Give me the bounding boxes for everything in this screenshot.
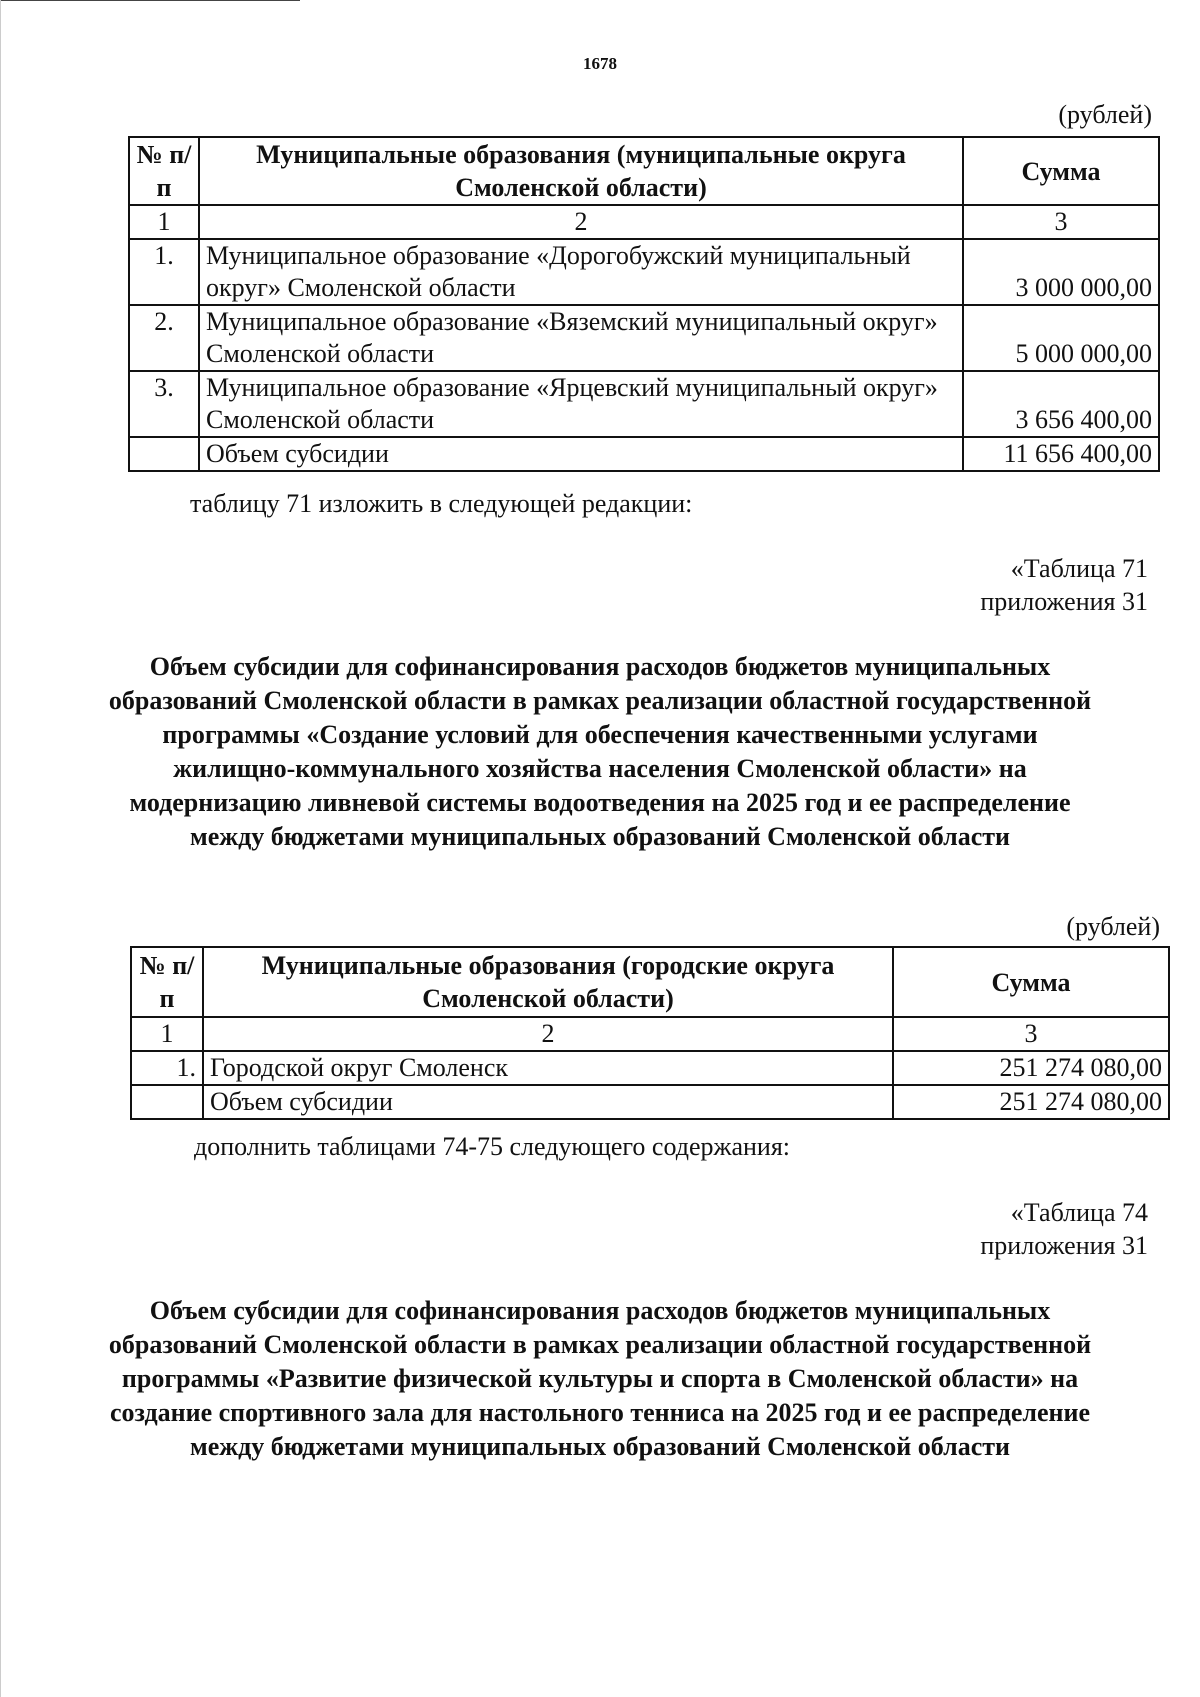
row-sum: 3 000 000,00 (963, 239, 1159, 305)
table74-heading: Объем субсидии для софинансирования расходов бюджетов муниципальных образований Смоленской области в рамках реализации областной государственной программы «Развитие физической культуры и спорта в Смоленской области» на создание спортивного зала для настольного тенниса на 2025 год и ее распределение между бюджетами муниципальных образований Смоленской области (108, 1296, 1092, 1461)
table2-header-sum: Сумма (893, 947, 1169, 1017)
row-name: Муниципальное образование «Ярцевский муниципальный округ» Смоленской области (199, 371, 963, 437)
table2-index-cell: 3 (893, 1017, 1169, 1051)
table1-index-cell: 3 (963, 205, 1159, 239)
row-sum: 5 000 000,00 (963, 305, 1159, 371)
total-sum: 11 656 400,00 (963, 437, 1159, 471)
total-label: Объем субсидии (203, 1085, 893, 1119)
table2-header-num: № п/п (131, 947, 203, 1017)
scan-top-edge-line (0, 0, 300, 1)
scan-left-edge (0, 0, 1, 1697)
row-sum: 3 656 400,00 (963, 371, 1159, 437)
table1-total-row (129, 437, 1159, 471)
row-name: Муниципальное образование «Дорогобужский муниципальный округ» Смоленской области (199, 239, 963, 305)
table2-index-row (131, 1017, 1169, 1051)
table-row (129, 239, 1159, 305)
row-name: Муниципальное образование «Вяземский муниципальный округ» Смоленской области (199, 305, 963, 371)
table71-reference (980, 552, 1148, 618)
table2-header-row (131, 947, 1169, 1017)
row-sum: 251 274 080,00 (893, 1051, 1169, 1085)
table2-index-cell: 2 (203, 1017, 893, 1051)
instruction-tables-74-75: дополнить таблицами 74-75 следующего содержания: (194, 1132, 791, 1161)
table1-unit-label: (рублей) (1058, 100, 1152, 129)
table2-unit-label: (рублей) (1066, 912, 1160, 941)
table74-reference (980, 1196, 1148, 1262)
table71-reference-line2: приложения 31 (980, 587, 1148, 616)
table1-municipal-districts (128, 136, 1160, 472)
table71-reference-line1: «Таблица 71 (1010, 554, 1148, 583)
table-row (129, 371, 1159, 437)
table74-reference-line1: «Таблица 74 (1010, 1198, 1148, 1227)
table1-header-num: № п/п (129, 137, 199, 205)
total-empty-cell (129, 437, 199, 471)
table74-reference-line2: приложения 31 (980, 1231, 1148, 1260)
row-num: 1. (131, 1051, 203, 1085)
table2-total-row (131, 1085, 1169, 1119)
table1-header-row (129, 137, 1159, 205)
table1-index-row (129, 205, 1159, 239)
table1-header-sum: Сумма (963, 137, 1159, 205)
row-num: 2. (129, 305, 199, 371)
instruction-table71: таблицу 71 изложить в следующей редакции: (190, 489, 693, 518)
total-label: Объем субсидии (199, 437, 963, 471)
table-row (129, 305, 1159, 371)
table1-index-cell: 2 (199, 205, 963, 239)
total-empty-cell (131, 1085, 203, 1119)
row-num: 3. (129, 371, 199, 437)
table2-header-name: Муниципальные образования (городские округа Смоленской области) (203, 947, 893, 1017)
table71-heading: Объем субсидии для софинансирования расходов бюджетов муниципальных образований Смоленской области в рамках реализации областной государственной программы «Создание условий для обеспечения качественными услугами жилищно-коммунального хозяйства населения Смоленской области» на модернизацию ливневой системы водоотведения на 2025 год и ее распределение между бюджетами муниципальных образований Смоленской области (108, 652, 1092, 851)
table2-city-districts (130, 946, 1170, 1120)
page-number: 1678 (583, 54, 617, 73)
row-name: Городской округ Смоленск (203, 1051, 893, 1085)
table-row (131, 1051, 1169, 1085)
table2-index-cell: 1 (131, 1017, 203, 1051)
total-sum: 251 274 080,00 (893, 1085, 1169, 1119)
row-num: 1. (129, 239, 199, 305)
table1-index-cell: 1 (129, 205, 199, 239)
table1-header-name: Муниципальные образования (муниципальные округа Смоленской области) (199, 137, 963, 205)
